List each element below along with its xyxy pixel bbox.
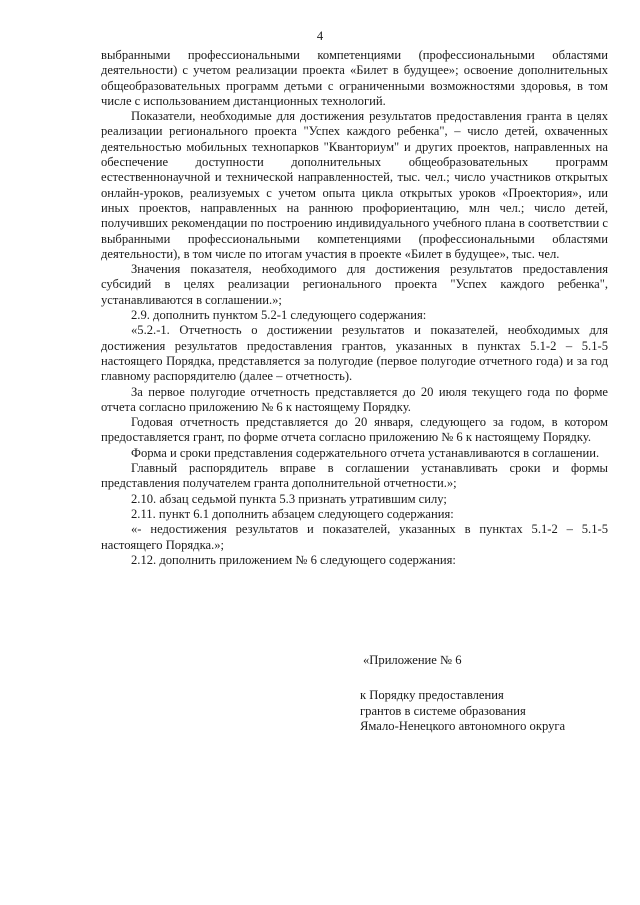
paragraph: Форма и сроки представления содержательного отчета устанавливаются в соглашении. (131, 445, 600, 460)
paragraph: Годовая отчетность представляется до 20 января, следующего за годом, в котором предоставляется грант, по форме отчета согласно приложению № 6 к настоящему Порядку. (101, 415, 608, 445)
paragraph: 2.10. абзац седьмой пункта 5.3 признать утратившим силу; (131, 491, 447, 506)
spacer (360, 668, 610, 688)
paragraph: 2.12. дополнить приложением № 6 следующего содержания: (131, 552, 456, 567)
paragraph: Значения показателя, необходимого для достижения результатов предоставления субсидий в целях реализации регионального проекта "Успех каждого ребенка", устанавливаются в соглашении.»; (101, 262, 608, 307)
paragraph: Главный распорядитель вправе в соглашении устанавливать сроки и формы представления получателем гранта дополнительной отчетности.»; (101, 461, 608, 491)
appendix-line: грантов в системе образования (360, 703, 526, 718)
paragraph: «5.2.-1. Отчетность о достижении результатов и показателей, необходимых для достижения результатов предоставления грантов, указанных в пунктах 5.1-2 – 5.1-5 настоящего Порядка, представляется за полугодие (первое полугодие отчетного года) и за год главному распорядителю (далее – отчетность). (101, 323, 608, 384)
paragraph: Показатели, необходимые для достижения результатов предоставления гранта в целях реализации регионального проекта "Успех каждого ребенка", – число детей, охваченных деятельностью мобильных технопарков "Кванториум" и других проектов, направленных на обеспечение доступности дополнительных общеобразовательных программ естественнонаучной и технической направленностей, тыс. чел.; число участников открытых онлайн-уроков, реализуемых с учетом опыта цикла открытых уроков «Проектория», или иных проектов, направленных на раннюю профориентацию, млн чел.; число детей, получивших рекомендации по построению индивидуального учебного плана в соответствии с выбранными профессиональными компетенциями (профессиональными областями деятельности), в том числе по итогам участия в проекте «Билет в будущее», тыс. чел. (101, 109, 608, 261)
paragraph: выбранными профессиональными компетенциями (профессиональными областями деятельности) с учетом реализации проекта «Билет в будущее»; освоение дополнительных общеобразовательных программ детьми с ограниченными возможностями здоровья, в том числе с использованием дистанционных технологий. (101, 48, 608, 108)
appendix-line: Ямало-Ненецкого автономного округа (360, 718, 566, 733)
paragraph: За первое полугодие отчетность представляется до 20 июля текущего года по форме отчета согласно приложению № 6 к настоящему Порядку. (101, 384, 608, 414)
paragraph: 2.11. пункт 6.1 дополнить абзацем следующего содержания: (131, 506, 454, 521)
page-number: 4 (316, 29, 324, 43)
paragraph: 2.9. дополнить пунктом 5.2-1 следующего содержания: (131, 308, 427, 323)
document-body (101, 48, 608, 568)
appendix-line: к Порядку предоставления (360, 688, 504, 703)
appendix-header (360, 653, 610, 734)
paragraph: «- недостижения результатов и показателей, указанных в пунктах 5.1-2 – 5.1-5 настоящего Порядка.»; (101, 522, 608, 552)
appendix-title: «Приложение № 6 (363, 653, 462, 667)
